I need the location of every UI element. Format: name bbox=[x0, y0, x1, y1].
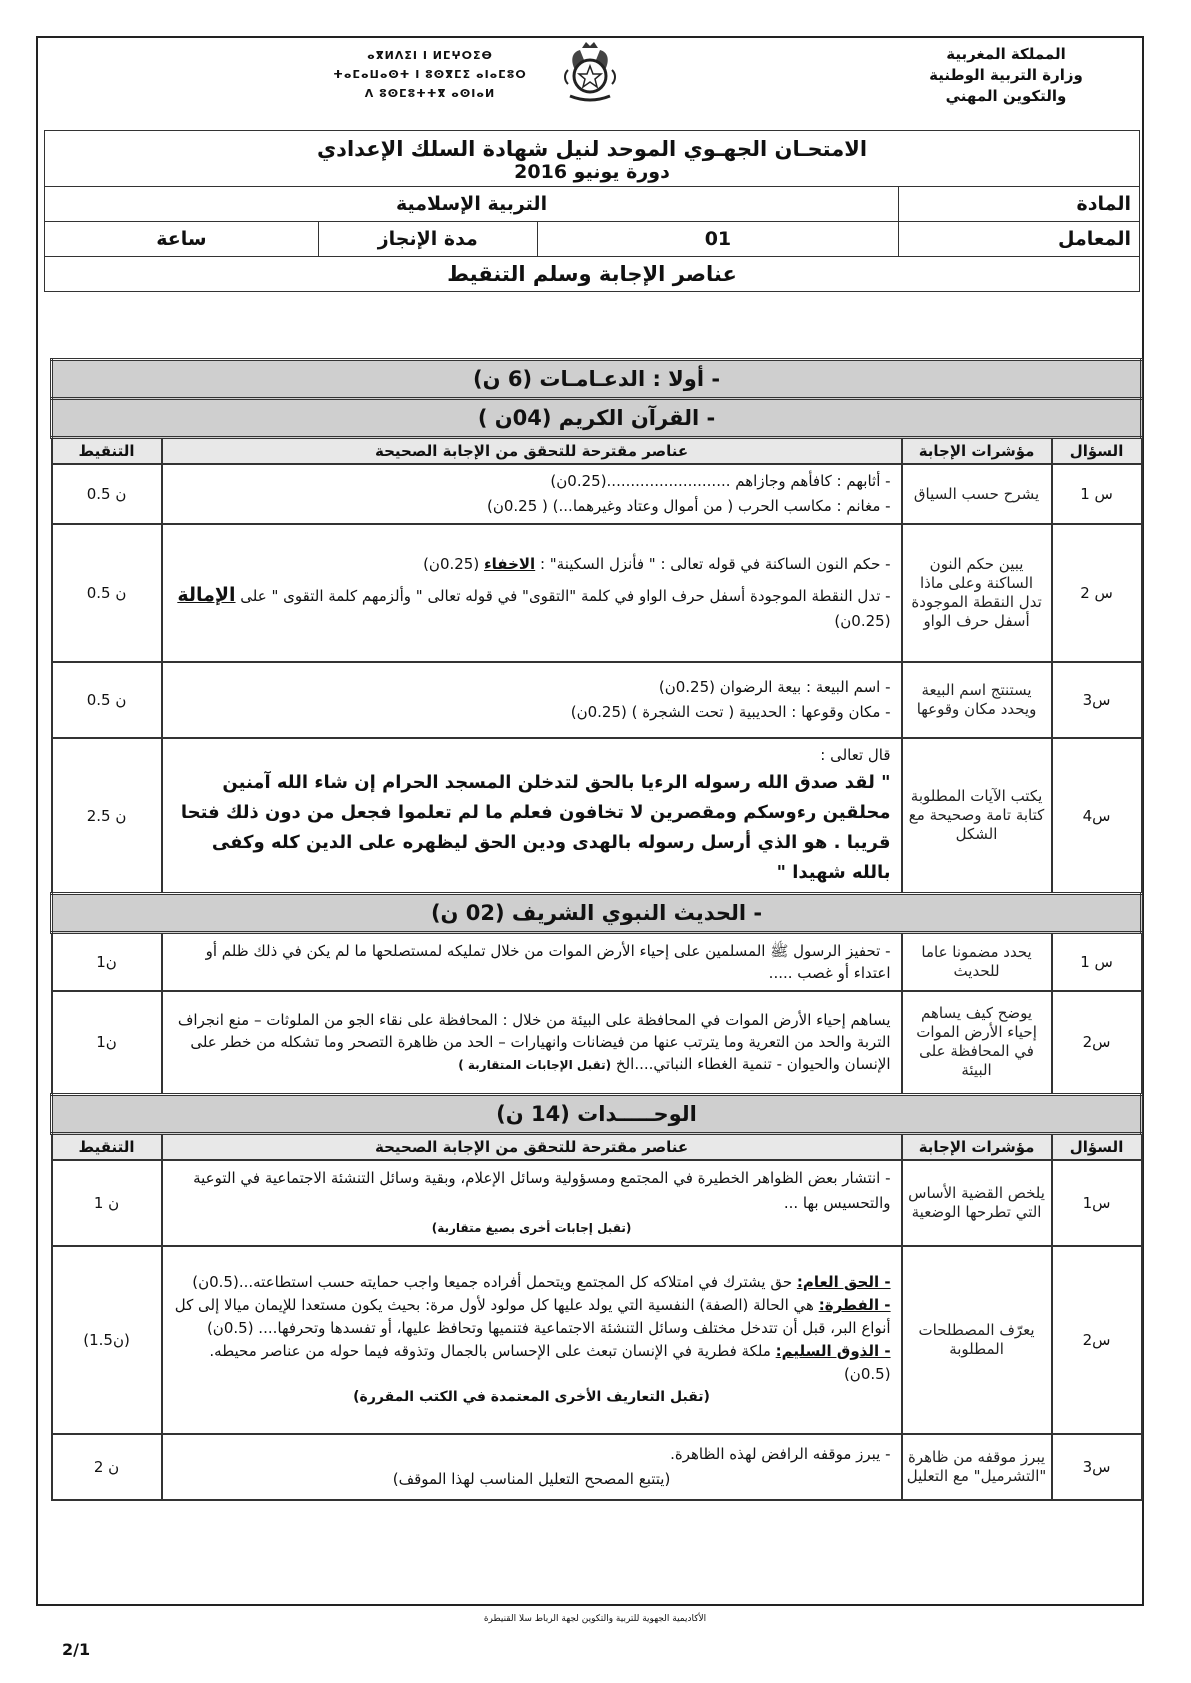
units-banner: الوحـــــدات (14 ن) bbox=[52, 1095, 1142, 1134]
doc-title: عناصر الإجابة وسلم التنقيط bbox=[45, 257, 1140, 292]
answer-indicator: يكتب الآيات المطلوبة كتابة تامة وصحيحة مع الشكل bbox=[902, 738, 1052, 894]
coef-value: 01 bbox=[537, 222, 898, 257]
answer-note: (تقبل الإجابات المتقاربة ) bbox=[458, 1057, 612, 1072]
table-row bbox=[52, 662, 1142, 738]
exam-title-text: الامتحـان الجهـوي الموحد لنيل شهادة السلك الإعدادي bbox=[316, 137, 868, 161]
page-number: 2/1 bbox=[62, 1640, 91, 1659]
answer-text: يساهم إحياء الأرض الموات في المحافظة على البيئة من خلال : المحافظة على نقاء الجو من الملوثات – منع انجراف التربة والحد من التعرية وما يترتب عنها من فيضانات وانهيارات – الحد من ظاهرة التصحر وما تشكله من خطر على الإنسان والحيوان - تنمية الغطاء النباتي....الخ bbox=[177, 1010, 891, 1073]
answer-elements bbox=[162, 464, 902, 524]
answer-note: (يتتبع المصحح التعليل المناسب لهذا الموقف) bbox=[392, 1470, 671, 1488]
letterhead-tifinagh bbox=[330, 46, 530, 103]
col-elements: عناصر مقترحة للتحقق من الإجابة الصحيحة bbox=[162, 1134, 902, 1161]
letterhead-arabic bbox=[891, 44, 1121, 107]
question-number: س3 bbox=[1052, 662, 1142, 738]
answer-indicator: يشرح حسب السياق bbox=[902, 464, 1052, 524]
score-cell: 0.5 ن bbox=[52, 662, 162, 738]
subject-value: التربية الإسلامية bbox=[45, 187, 899, 222]
question-number: س1 bbox=[1052, 1160, 1142, 1246]
table-row bbox=[52, 1246, 1142, 1434]
answer-indicator: يستنتج اسم البيعة ويحدد مكان وقوعها bbox=[902, 662, 1052, 738]
table-row bbox=[52, 991, 1142, 1095]
duration-label: مدة الإنجاز bbox=[318, 222, 537, 257]
answer-key-table bbox=[50, 358, 1143, 1501]
answer-elements bbox=[162, 1434, 902, 1500]
score-cell: 1ن bbox=[52, 933, 162, 991]
score-cell: 0.5 ن bbox=[52, 464, 162, 524]
academy-footer: الأكاديمية الجهوية للتربية والتكوين لجهة الرباط سلا القنيطرة bbox=[483, 1614, 707, 1624]
definition: حق يشترك في امتلاكه كل المجتمع ويتحمل أفراده جميعا واجب حمايته حسب استطاعته...(0.5ن) bbox=[192, 1273, 797, 1291]
duration-value: ساعة bbox=[45, 222, 319, 257]
answer-line: - اسم البيعة : بيعة الرضوان (0.25ن) bbox=[658, 678, 891, 696]
definition-line bbox=[173, 1271, 891, 1294]
answer-keyword: الإمالة bbox=[177, 584, 236, 606]
answer-line bbox=[173, 583, 891, 634]
definition-line bbox=[173, 1294, 891, 1340]
answer-line: - انتشار بعض الظواهر الخطيرة في المجتمع ومسؤولية وسائل الإعلام، وبقية وسائل التنشئة الاجتماعية في التوعية والتحسيس بها ... bbox=[193, 1168, 891, 1212]
question-number: س2 bbox=[1052, 991, 1142, 1095]
col-indicators: مؤشرات الإجابة bbox=[902, 438, 1052, 465]
question-number: س 1 bbox=[1052, 464, 1142, 524]
answer-points: (0.25ن) bbox=[423, 555, 484, 573]
answer-line: - مغانم : مكاسب الحرب ( من أموال وعتاد وغيرهما...) ( 0.25ن) bbox=[487, 497, 891, 515]
col-elements: عناصر مقترحة للتحقق من الإجابة الصحيحة bbox=[162, 438, 902, 465]
answer-line: - أثابهم : كافأهم وجازاهم ..........................(0.25ن) bbox=[550, 472, 891, 490]
score-cell: 2.5 ن bbox=[52, 738, 162, 894]
answer-indicator: يبين حكم النون الساكنة وعلى ماذا تدل النقطة الموجودة أسفل حرف الواو bbox=[902, 524, 1052, 662]
definition: هي الحالة (الصفة) النفسية التي يولد عليها كل مولود لأول مرة: بحيث يكون مستعدا للإيمان ميالا إلى كل أنواع البر، قبل أن تتدخل مختلف وسائل التنشئة الاجتماعية فتنميها وتحافظ عليها، أو تفسدها وتحرفها.... (0.5ن) bbox=[174, 1296, 891, 1337]
exam-header-table bbox=[44, 130, 1140, 292]
answer-elements bbox=[162, 662, 902, 738]
answer-elements bbox=[162, 1246, 902, 1434]
exam-title bbox=[45, 131, 1140, 187]
quran-verse: " لقد صدق الله رسوله الرءيا بالحق لتدخلن المسجد الحرام إن شاء الله آمنين محلقين رءوسكم ومقصرين لا تخافون فعلم ما لم تعلموا فجعل من دون ذلك فتحا قريبا . هو الذي أرسل رسوله بالهدى ودين الحق ليظهره على الدين كله وكفى بالله شهيدا " bbox=[180, 772, 891, 883]
answer-text: - حكم النون الساكنة في قوله تعالى : " فأنزل السكينة" : bbox=[535, 555, 891, 573]
table-row bbox=[52, 524, 1142, 662]
answer-elements: - تحفيز الرسول ﷺ المسلمين على إحياء الأرض الموات من خلال تمليكه لمستصلحها ما لم يكن في ذلك ظلم أو اعتداء أو غصب ..... bbox=[162, 933, 902, 991]
col-question: السؤال bbox=[1052, 438, 1142, 465]
table-row bbox=[52, 1160, 1142, 1246]
answer-elements bbox=[162, 738, 902, 894]
answer-keyword: الاخفاء bbox=[483, 555, 536, 573]
question-number: س4 bbox=[1052, 738, 1142, 894]
question-number: س 2 bbox=[1052, 524, 1142, 662]
letterhead-tif-line2: ⵜⴰⵎⴰⵡⴰⵙⵜ ⵏ ⵓⵙⴳⵎⵉ ⴰⵏⴰⵎⵓⵔ bbox=[333, 68, 527, 81]
answer-indicator: يلخص القضية الأساس التي تطرحها الوضعية bbox=[902, 1160, 1052, 1246]
term: - الفطرة: bbox=[818, 1296, 891, 1314]
definition: ملكة فطرية في الإنسان تبعث على الإحساس بالجمال وتذوقه فيما حوله من عناصر محيطه. (0.5ن) bbox=[209, 1342, 891, 1383]
score-cell: 1 ن bbox=[52, 1160, 162, 1246]
answer-points: (0.25ن) bbox=[834, 612, 891, 630]
score-cell: 0.5 ن bbox=[52, 524, 162, 662]
subject-label: المادة bbox=[899, 187, 1140, 222]
col-indicators: مؤشرات الإجابة bbox=[902, 1134, 1052, 1161]
quran-banner: - القرآن الكريم (04ن ) bbox=[52, 399, 1142, 438]
answer-indicator: يعرّف المصطلحات المطلوبة bbox=[902, 1246, 1052, 1434]
letterhead-tif-line1: ⴰⴳⵍⴷⵉⵏ ⵏ ⵍⵎⵖⵔⵉⴱ bbox=[367, 49, 493, 62]
answer-indicator: يوضح كيف يساهم إحياء الأرض الموات في المحافظة على البيئة bbox=[902, 991, 1052, 1095]
table-row bbox=[52, 933, 1142, 991]
royal-emblem-icon bbox=[540, 40, 640, 110]
hadith-banner: - الحديث النبوي الشريف (02 ن) bbox=[52, 894, 1142, 933]
answer-note: (تقبل التعاريف الأخرى المعتمدة في الكتب المقررة) bbox=[353, 1389, 710, 1405]
answer-elements bbox=[162, 1160, 902, 1246]
score-cell: (1.5ن) bbox=[52, 1246, 162, 1434]
question-number: س2 bbox=[1052, 1246, 1142, 1434]
answer-indicator: يحدد مضمونا عاما للحديث bbox=[902, 933, 1052, 991]
col-score: التنقيط bbox=[52, 438, 162, 465]
term: - الحق العام: bbox=[796, 1273, 891, 1291]
letterhead-tif-line3: ⴷ ⵓⵙⵎⵓⵜⵜⴳ ⴰⵙⵏⴰⵍ bbox=[364, 87, 496, 100]
letterhead-ar-line1: المملكة المغربية bbox=[946, 45, 1066, 63]
answer-note: (تقبل إجابات أخرى بصيغ متقاربة) bbox=[431, 1220, 632, 1235]
answer-line bbox=[173, 552, 891, 577]
answer-indicator: يبرز موقفه من ظاهرة "التشرميل" مع التعليل bbox=[902, 1434, 1052, 1500]
definition-line bbox=[173, 1340, 891, 1386]
answer-elements bbox=[162, 991, 902, 1095]
col-question: السؤال bbox=[1052, 1134, 1142, 1161]
score-cell: 1ن bbox=[52, 991, 162, 1095]
table-row bbox=[52, 738, 1142, 894]
coef-label: المعامل bbox=[899, 222, 1140, 257]
col-score: التنقيط bbox=[52, 1134, 162, 1161]
exam-session: دورة يونيو 2016 bbox=[514, 161, 670, 183]
answer-line: - يبرز موقفه الرافض لهذه الظاهرة. bbox=[670, 1445, 891, 1463]
answer-elements bbox=[162, 524, 902, 662]
table-row bbox=[52, 1434, 1142, 1500]
question-number: س 1 bbox=[1052, 933, 1142, 991]
section1-banner: - أولا : الدعـامـات (6 ن) bbox=[52, 360, 1142, 399]
question-number: س3 bbox=[1052, 1434, 1142, 1500]
answer-line: قال تعالى : bbox=[820, 746, 891, 764]
answer-line: - مكان وقوعها : الحديبية ( تحت الشجرة ) (0.25ن) bbox=[570, 703, 891, 721]
letterhead-ar-line2: وزارة التربية الوطنية bbox=[929, 66, 1083, 84]
letterhead-ar-line3: والتكوين المهني bbox=[945, 87, 1067, 105]
answer-text: - تدل النقطة الموجودة أسفل حرف الواو في كلمة "التقوى" في قوله تعالى " وألزمهم كلمة التقوى " على bbox=[235, 587, 891, 605]
term: - الذوق السليم: bbox=[775, 1342, 891, 1360]
table-row bbox=[52, 464, 1142, 524]
score-cell: 2 ن bbox=[52, 1434, 162, 1500]
